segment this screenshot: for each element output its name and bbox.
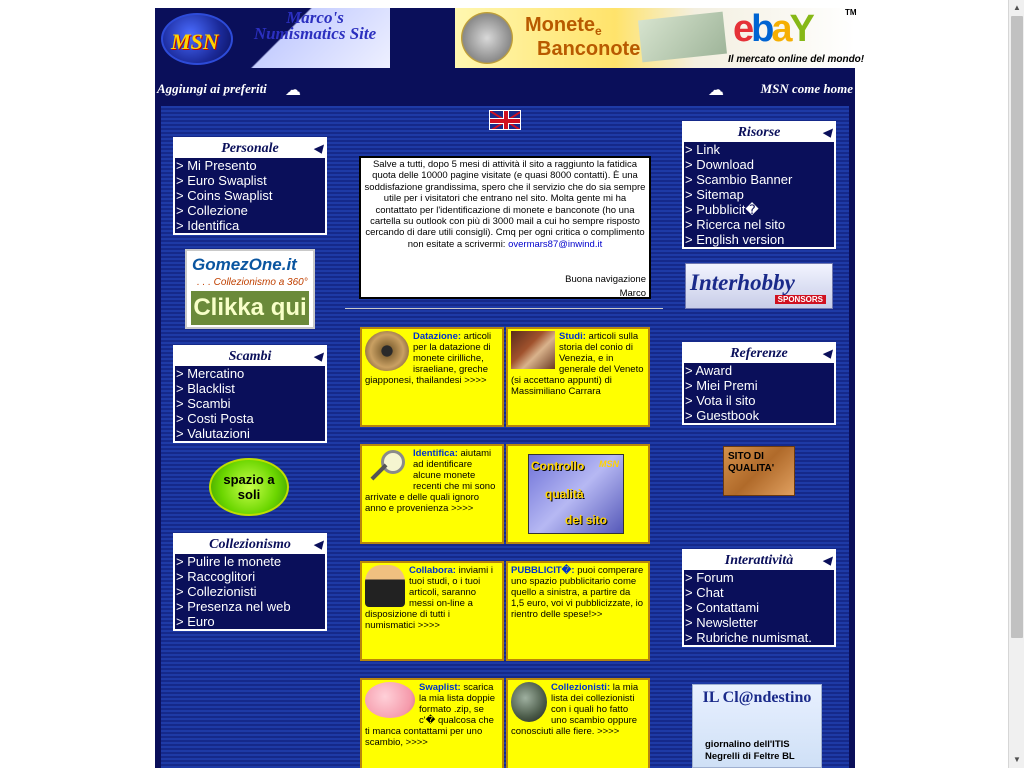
menu-item-identifica[interactable]: > Identifica bbox=[176, 218, 240, 233]
quality-text: SITO DI QUALITA' bbox=[728, 451, 775, 474]
card-identifica[interactable] bbox=[360, 444, 504, 544]
menu-item-guestbook[interactable]: > Guestbook bbox=[685, 408, 760, 423]
menu-interattivita bbox=[682, 549, 836, 647]
menu-item-presenza-web[interactable]: > Presenza nel web bbox=[176, 599, 291, 614]
menu-item-miei-premi[interactable]: > Miei Premi bbox=[685, 378, 758, 393]
quality-check-image bbox=[528, 454, 624, 534]
menu-item-raccoglitori[interactable]: > Raccoglitori bbox=[176, 569, 256, 584]
menu-item-euro-swaplist[interactable]: > Euro Swaplist bbox=[176, 173, 267, 188]
gomezone-ad[interactable] bbox=[185, 249, 315, 329]
piggy-bank-icon bbox=[365, 682, 415, 718]
menu-item-download[interactable]: > Download bbox=[685, 157, 755, 172]
scrollbar[interactable] bbox=[1008, 0, 1024, 768]
menu-item-award[interactable]: > Award bbox=[685, 363, 733, 378]
scroll-up-arrow-icon[interactable]: ▲ bbox=[1013, 3, 1021, 12]
card-title: Swaplist: bbox=[419, 682, 461, 693]
arrow-icon: ◀ bbox=[313, 351, 322, 363]
menu-item-pubblicita[interactable]: > Pubblicit� bbox=[685, 202, 759, 217]
magnifier-icon bbox=[365, 448, 409, 488]
menu-item-pulire-monete[interactable]: > Pulire le monete bbox=[176, 554, 282, 569]
site-title: Marco's Numismatics Site bbox=[253, 8, 377, 43]
welcome-text: Salve a tutti, dopo 5 mesi di attività il sito a raggiunto la fatidica quota delle 10000 pagine visitate (e quasi 8000 contatti). È una soddisfazione grandissima, spero che il servizio che do sia sempre utile per i visitatori che entrano nel sito. Molta gente mi ha contattato per l'identificazione di monete e banconote (ho una cartella su outlook con più di 3000 mail a cui ho sempre risposto cercando di dare utili consigli). Cmq per ogni critica o complimento non esitate a scrivermi: bbox=[364, 159, 646, 250]
menu-item-chat[interactable]: > Chat bbox=[685, 585, 724, 600]
ebay-trademark: TM bbox=[845, 8, 857, 17]
add-to-favorites-link[interactable]: Aggiungi ai preferiti bbox=[157, 81, 267, 96]
image-text: qualità bbox=[545, 487, 584, 501]
gomez-title: GomezOne.it bbox=[192, 255, 297, 274]
spazio-ad[interactable] bbox=[209, 458, 289, 516]
painting-icon bbox=[511, 331, 555, 369]
email-link[interactable]: overmars87@inwind.it bbox=[508, 238, 603, 250]
ebay-tagline: Il mercato online del mondo! bbox=[728, 54, 865, 65]
menu-item-rubriche[interactable]: > Rubriche numismat. bbox=[685, 630, 812, 645]
card-title: Collezionisti: bbox=[551, 682, 611, 693]
divider bbox=[345, 308, 663, 309]
image-text: Controllo bbox=[531, 459, 585, 473]
banner-text-monete: Monete bbox=[525, 14, 595, 36]
person-icon bbox=[365, 565, 405, 607]
menu-personale bbox=[173, 137, 327, 235]
card-body: articoli sulla storia del conio di Venezia, e in generale del Veneto (si accettano appunti) di Massimiliano Carrara bbox=[511, 331, 644, 397]
clandestino-ad[interactable] bbox=[692, 684, 822, 768]
arrow-icon: ◀ bbox=[822, 348, 831, 360]
welcome-box bbox=[359, 156, 651, 299]
arrow-icon: ◀ bbox=[822, 127, 831, 139]
menu-item-scambi[interactable]: > Scambi bbox=[176, 396, 231, 411]
spazio-text: spazio a soli bbox=[223, 472, 275, 502]
card-studi[interactable] bbox=[506, 327, 650, 427]
menu-collezionismo bbox=[173, 533, 327, 631]
menu-title: Personale ◀ bbox=[175, 139, 325, 158]
coin-icon bbox=[461, 12, 513, 64]
menu-item-english-version[interactable]: > English version bbox=[685, 232, 785, 247]
card-controllo-qualita[interactable] bbox=[506, 444, 650, 544]
ebay-banner[interactable] bbox=[455, 8, 865, 68]
clandestino-subtitle: giornalino dell'ITIS Negrelli di Feltre BL bbox=[705, 739, 795, 762]
card-title: Studi: bbox=[559, 331, 586, 342]
menu-item-forum[interactable]: > Forum bbox=[685, 570, 734, 585]
card-title: PUBBLICIT�: bbox=[511, 565, 575, 576]
gomez-subtitle: . . . Collezionismo a 360° bbox=[197, 277, 308, 288]
arrow-icon: ◀ bbox=[313, 143, 322, 155]
card-title: Identifica: bbox=[413, 448, 458, 459]
menu-title: Interattività ◀ bbox=[684, 551, 834, 570]
card-title: Datazione: bbox=[413, 331, 462, 342]
menu-item-newsletter[interactable]: > Newsletter bbox=[685, 615, 758, 630]
msn-logo-icon bbox=[161, 13, 233, 65]
menu-referenze bbox=[682, 342, 836, 425]
menu-item-ricerca[interactable]: > Ricerca nel sito bbox=[685, 217, 786, 232]
card-body: inviami i tuoi studi, o i tuoi articoli, saranno messi on-line a disposizione di tutti i numismatici >>>> bbox=[365, 565, 493, 631]
header bbox=[155, 8, 865, 68]
menu-item-valutazioni[interactable]: > Valutazioni bbox=[176, 426, 250, 441]
arrow-icon: ◀ bbox=[313, 539, 322, 551]
menu-risorse bbox=[682, 121, 836, 249]
menu-item-collezionisti[interactable]: > Collezionisti bbox=[176, 584, 257, 599]
menu-item-vota[interactable]: > Vota il sito bbox=[685, 393, 756, 408]
scroll-down-arrow-icon[interactable]: ▼ bbox=[1013, 755, 1021, 764]
menu-item-mi-presento[interactable]: > Mi Presento bbox=[176, 158, 257, 173]
card-collabora[interactable] bbox=[360, 561, 504, 661]
card-body: la mia lista dei collezionisti con i quali ho fatto uno scambio oppure conosciuti alle fiere. >>>> bbox=[511, 682, 639, 737]
menu-title: Scambi ◀ bbox=[175, 347, 325, 366]
menu-item-mercatino[interactable]: > Mercatino bbox=[176, 366, 245, 381]
cloud-icon: ☁ bbox=[708, 82, 724, 99]
msn-badge-icon: MSN bbox=[599, 459, 619, 469]
scroll-thumb[interactable] bbox=[1011, 16, 1023, 638]
banner-text-e: e bbox=[595, 24, 602, 38]
logo-text: MSN bbox=[171, 29, 219, 54]
interhobby-ad[interactable] bbox=[685, 263, 833, 309]
interhobby-text: Interhobby bbox=[690, 270, 795, 295]
menu-item-collezione[interactable]: > Collezione bbox=[176, 203, 248, 218]
menu-item-euro[interactable]: > Euro bbox=[176, 614, 215, 629]
uk-flag-icon[interactable] bbox=[489, 110, 521, 130]
page bbox=[155, 8, 865, 768]
banner-text-banconote: Banconote bbox=[537, 38, 641, 60]
card-datazione[interactable] bbox=[360, 327, 504, 427]
card-body: puoi comperare uno spazio pubblicitario come quello a sinistra, a partire da 1,5 euro, voi vi pubblicizzate, io rientro delle spese!>> bbox=[511, 565, 644, 620]
set-homepage-link[interactable]: MSN come home bbox=[760, 81, 853, 96]
menu-title: Risorse ◀ bbox=[684, 123, 834, 142]
welcome-signature bbox=[565, 273, 646, 301]
menu-item-blacklist[interactable]: > Blacklist bbox=[176, 381, 235, 396]
menu-item-link[interactable]: > Link bbox=[685, 142, 721, 157]
card-body: scarica la mia lista doppie formato .zip, se c'� qualcosa che ti manca contattami per uno scambio, >>>> bbox=[365, 682, 496, 748]
coin-icon bbox=[365, 331, 409, 371]
cloud-icon: ☁ bbox=[285, 82, 301, 99]
navbar bbox=[155, 68, 855, 106]
menu-item-contattami[interactable]: > Contattami bbox=[685, 600, 760, 615]
globe-icon bbox=[511, 682, 547, 722]
menu-title: Collezionismo ◀ bbox=[175, 535, 325, 554]
banknote-icon bbox=[638, 12, 727, 63]
menu-item-scambio-banner[interactable]: > Scambio Banner bbox=[685, 172, 793, 187]
menu-scambi bbox=[173, 345, 327, 443]
signature-line: Buona navigazione bbox=[565, 274, 646, 285]
card-pubblicita[interactable] bbox=[506, 561, 650, 661]
menu-item-costi-posta[interactable]: > Costi Posta bbox=[176, 411, 254, 426]
site-logo[interactable] bbox=[155, 8, 390, 68]
menu-item-sitemap[interactable]: > Sitemap bbox=[685, 187, 744, 202]
card-body: articoli per la datazione di monete cirilliche, israeliane, greche giapponesi, thailandesi >>>> bbox=[365, 331, 492, 386]
card-title: Collabora: bbox=[409, 565, 456, 576]
image-text: del sito bbox=[565, 513, 608, 527]
menu-item-coins-swaplist[interactable]: > Coins Swaplist bbox=[176, 188, 273, 203]
ebay-logo: ebaY bbox=[733, 8, 812, 50]
main-content bbox=[161, 106, 849, 768]
clandestino-title: IL Cl@ndestino bbox=[702, 689, 812, 706]
signature-name: Marco bbox=[619, 288, 646, 299]
card-swaplist[interactable] bbox=[360, 678, 504, 768]
quality-site-badge[interactable] bbox=[723, 446, 795, 496]
card-body: aiutami ad identificare alcune monete recenti che mi sono arrivate e delle quali ignoro anno e provenienza >>>> bbox=[365, 448, 496, 514]
card-collezionisti[interactable] bbox=[506, 678, 650, 768]
gomez-cta: Clikka qui bbox=[191, 291, 309, 325]
menu-title: Referenze ◀ bbox=[684, 344, 834, 363]
arrow-icon: ◀ bbox=[822, 555, 831, 567]
sponsors-badge: SPONSORS bbox=[775, 295, 826, 304]
